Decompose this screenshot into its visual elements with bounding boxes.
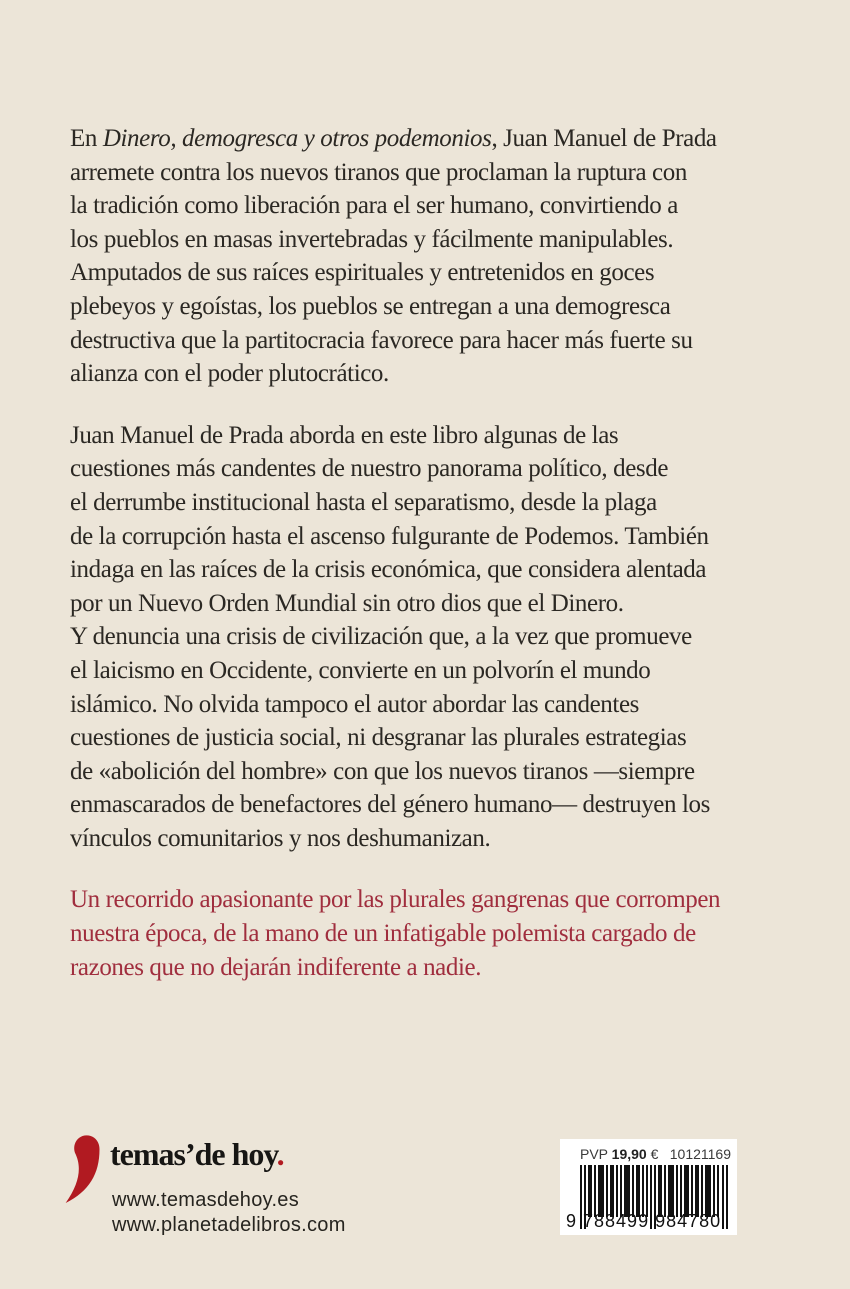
line-prefix: En xyxy=(70,125,103,152)
ean-number: 9 788499 984780 xyxy=(566,1211,722,1231)
highlight-line: Un recorrido apasionante por las plurales gangrenas que corrompen xyxy=(70,886,721,914)
synopsis-line: indaga en las raíces de la crisis económica, que considera alentada xyxy=(70,556,707,584)
synopsis-line: el derrumbe institucional hasta el separatismo, desde la plaga xyxy=(70,488,657,516)
synopsis-line: la tradición como liberación para el ser humano, convirtiendo a xyxy=(70,192,678,220)
synopsis-paragraph-1 xyxy=(70,122,800,391)
synopsis-line: alianza con el poder plutocrático. xyxy=(70,360,389,388)
publisher-wordmark xyxy=(110,1136,284,1173)
synopsis-line: Juan Manuel de Prada aborda en este libro algunas de las xyxy=(70,421,619,449)
synopsis-line: cuestiones más candentes de nuestro panorama político, desde xyxy=(70,455,669,483)
synopsis-line: cuestiones de justicia social, ni desgranar las plurales estrategias xyxy=(70,724,687,752)
line-suffix: , Juan Manuel de Prada xyxy=(491,125,717,152)
product-code: 10121169 xyxy=(669,1146,731,1162)
price-label: PVP 19,90 € xyxy=(580,1146,659,1162)
synopsis-line xyxy=(70,122,800,156)
synopsis-line: enmascarados de benefactores del género humano— destruyen los xyxy=(70,791,710,819)
wordmark-part1: temas xyxy=(110,1136,185,1172)
publisher-urls xyxy=(112,1188,346,1238)
synopsis-line: Amputados de sus raíces espirituales y entretenidos en goces xyxy=(70,259,655,287)
publisher-comma-logo-icon xyxy=(64,1133,100,1203)
synopsis-line: los pueblos en masas invertebradas y fácilmente manipulables. xyxy=(70,225,674,253)
synopsis-line: arremete contra los nuevos tiranos que proclaman la ruptura con xyxy=(70,158,687,186)
highlight-paragraph xyxy=(70,883,800,984)
synopsis-paragraph-2 xyxy=(70,419,800,856)
barcode-price-row xyxy=(580,1146,731,1162)
synopsis-line: islámico. No olvida tampoco el autor abordar las candentes xyxy=(70,690,639,718)
book-title-italic: Dinero, demogresca y otros podemonios xyxy=(102,125,492,152)
barcode-panel xyxy=(560,1139,737,1235)
synopsis-text-block xyxy=(70,122,800,1012)
synopsis-line: vínculos comunitarios y nos deshumanizan. xyxy=(70,824,491,852)
synopsis-line: de «abolición del hombre» con que los nuevos tiranos —siempre xyxy=(70,757,695,785)
synopsis-line: Y denuncia una crisis de civilización que, a la vez que promueve xyxy=(70,623,692,651)
publisher-url-temasdehoy: www.temasdehoy.es xyxy=(112,1189,300,1211)
highlight-line: nuestra época, de la mano de un infatigable polemista cargado de xyxy=(70,920,696,948)
synopsis-line: por un Nuevo Orden Mundial sin otro dios que el Dinero. xyxy=(70,589,624,617)
highlight-line: razones que no dejarán indiferente a nadie. xyxy=(70,953,482,981)
synopsis-line: de la corrupción hasta el ascenso fulgurante de Podemos. También xyxy=(70,522,709,550)
synopsis-line: el laicismo en Occidente, convierte en un polvorín el mundo xyxy=(70,656,651,684)
synopsis-line: plebeyos y egoístas, los pueblos se entregan a una demogresca xyxy=(70,292,671,320)
wordmark-part2: de hoy xyxy=(194,1136,277,1172)
synopsis-line: destructiva que la partitocracia favorece para hacer más fuerte su xyxy=(70,326,693,354)
wordmark-red-dot: . xyxy=(276,1136,284,1172)
publisher-url-planetadelibros: www.planetadelibros.com xyxy=(112,1214,346,1236)
wordmark-apostrophe: ’ xyxy=(184,1136,195,1172)
